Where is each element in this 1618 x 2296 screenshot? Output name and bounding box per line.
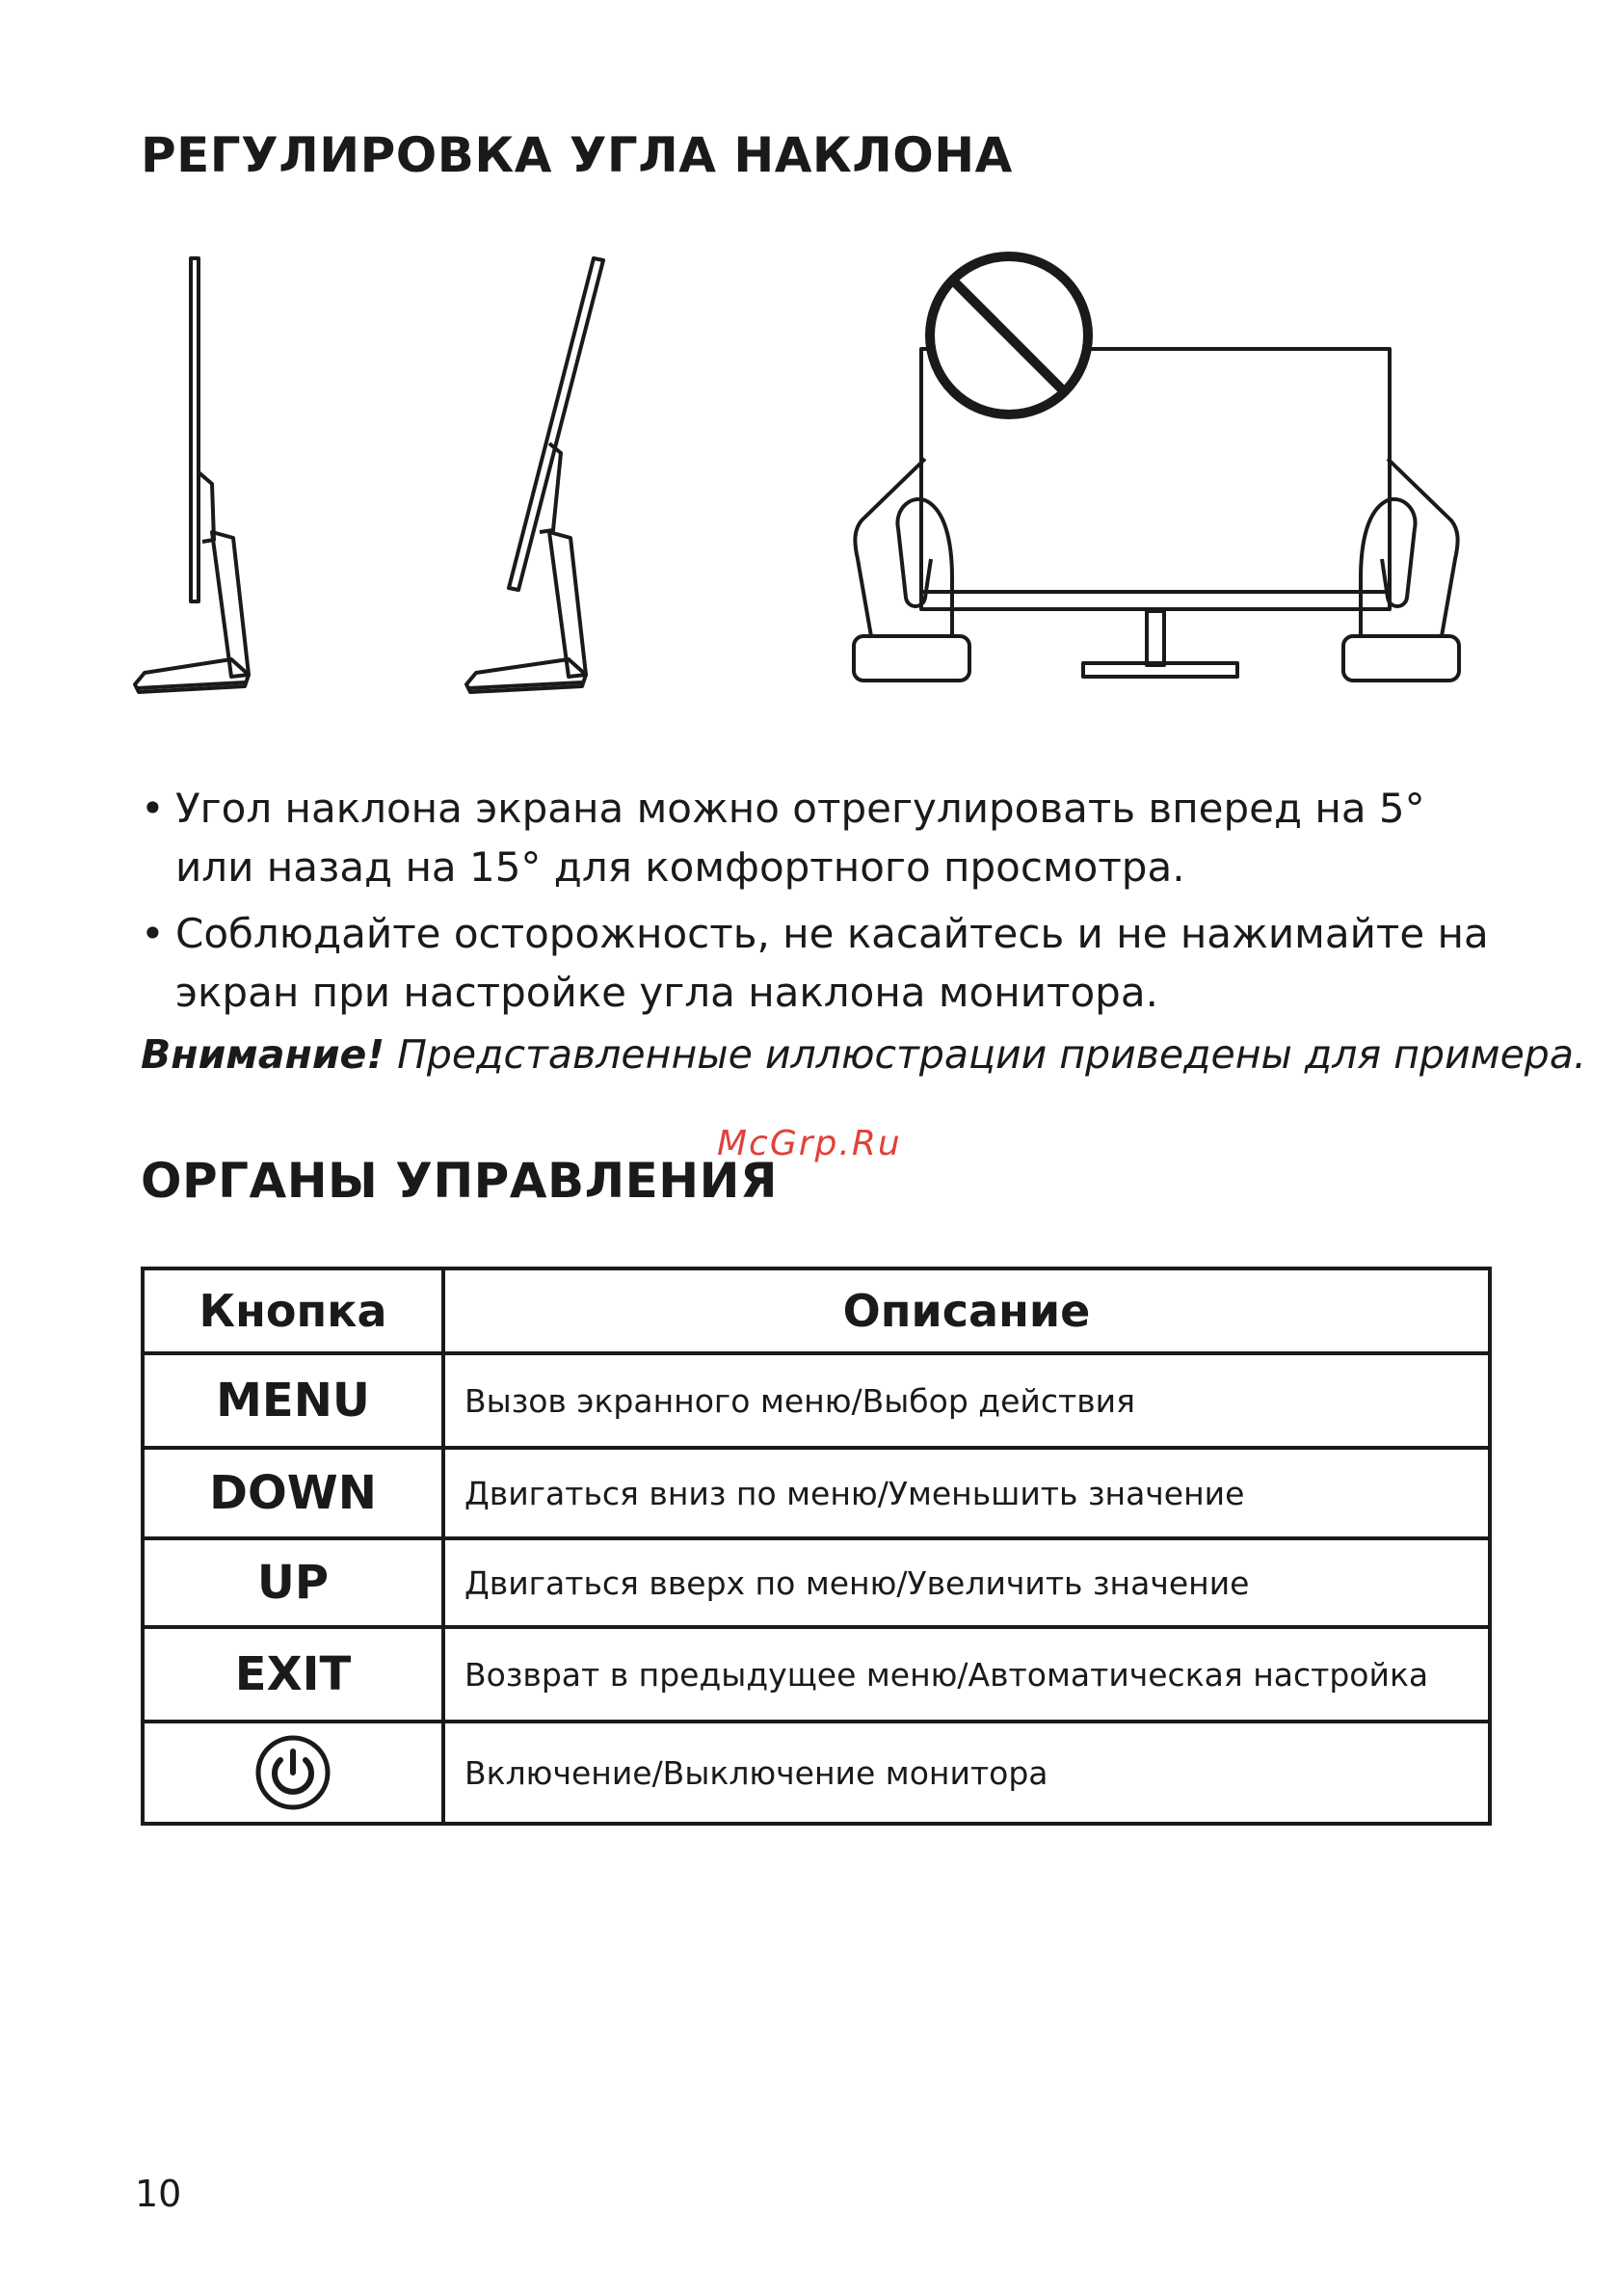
column-header-button: Кнопка	[143, 1268, 443, 1353]
button-name	[143, 1722, 443, 1824]
watermark: McGrp.Ru	[717, 1124, 902, 1163]
button-description: Возврат в предыдущее меню/Автоматическая настройка	[443, 1627, 1490, 1722]
controls-table	[141, 1267, 1492, 1826]
page-number: 10	[135, 2173, 182, 2215]
power-icon	[254, 1734, 332, 1811]
table-row	[143, 1448, 1490, 1538]
warning-label: Внимание!	[141, 1031, 385, 1078]
list-item	[141, 779, 1509, 896]
warning-text: Представленные иллюстрации приведены для примера.	[385, 1031, 1586, 1078]
bullet-marker: •	[141, 910, 165, 957]
column-header-description: Описание	[443, 1268, 1490, 1353]
button-name: DOWN	[143, 1448, 443, 1538]
monitor-upright-side-illustration	[125, 231, 299, 704]
table-row	[143, 1722, 1490, 1824]
bullet-marker: •	[141, 785, 165, 832]
bullet-text-tilt-range: Угол наклона экрана можно отрегулировать вперед на 5° или назад на 15° для комфортного просмотра.	[175, 785, 1425, 891]
button-description: Двигаться вверх по меню/Увеличить значение	[443, 1538, 1490, 1627]
controls-section-title: ОРГАНЫ УПРАВЛЕНИЯ	[141, 1153, 778, 1209]
list-item	[141, 904, 1509, 1022]
prohibition-icon	[930, 256, 1088, 414]
tilt-section-title: РЕГУЛИРОВКА УГЛА НАКЛОНА	[141, 127, 1013, 183]
bullet-text-caution: Соблюдайте осторожность, не касайтесь и не нажимайте на экран при настройке угла наклона монитора.	[175, 910, 1489, 1016]
tilt-instructions-list	[141, 779, 1509, 1029]
button-name: MENU	[143, 1353, 443, 1448]
button-description: Включение/Выключение монитора	[443, 1722, 1490, 1824]
button-description: Вызов экранного меню/Выбор действия	[443, 1353, 1490, 1448]
table-header-row	[143, 1268, 1490, 1353]
table-row	[143, 1538, 1490, 1627]
warning-note	[141, 1031, 1586, 1078]
monitor-tilted-side-illustration	[453, 231, 626, 704]
button-description: Двигаться вниз по меню/Уменьшить значение	[443, 1448, 1490, 1538]
hands-holding-monitor-illustration	[848, 231, 1465, 684]
table-row	[143, 1353, 1490, 1448]
button-name: EXIT	[143, 1627, 443, 1722]
button-name: UP	[143, 1538, 443, 1627]
table-row	[143, 1627, 1490, 1722]
